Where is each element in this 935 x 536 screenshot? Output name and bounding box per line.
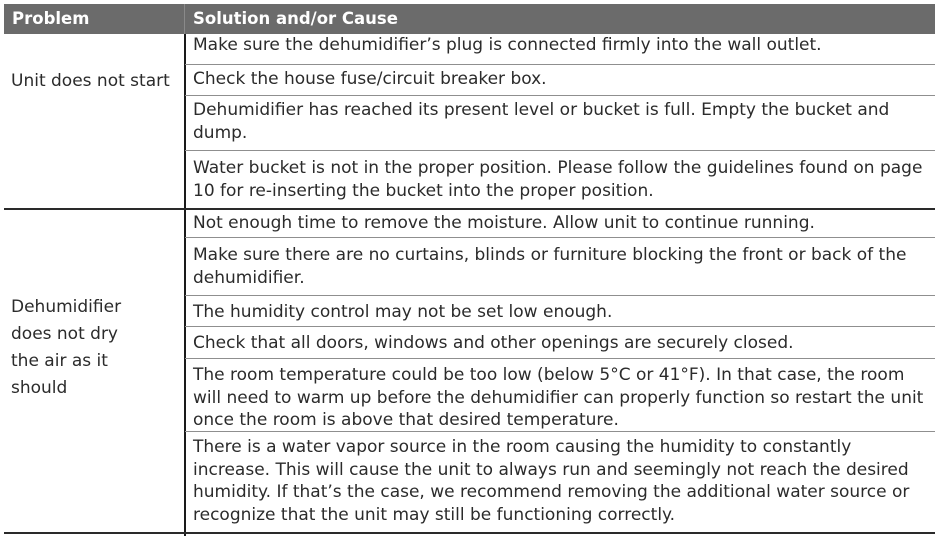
solution-text: Check that all doors, windows and other openings are securely closed.: [193, 333, 794, 353]
header-divider: [184, 4, 185, 34]
header-solution: Solution and/or Cause: [193, 9, 398, 28]
row-divider: [185, 431, 935, 432]
column-divider: [184, 34, 186, 536]
group-divider: [4, 532, 935, 534]
problem-unit-does-not-start: Unit does not start: [11, 71, 170, 91]
row-divider: [185, 64, 935, 65]
solution-text: Make sure the dehumidifier’s plug is connected firmly into the wall outlet.: [193, 35, 822, 55]
solution-text: Make sure there are no curtains, blinds or furniture blocking the front or back of the dehumidifier.: [193, 245, 907, 288]
row-divider: [185, 150, 935, 151]
solution-text: The humidity control may not be set low enough.: [193, 302, 613, 322]
solution-text: Dehumidifier has reached its present level or bucket is full. Empty the bucket and dump.: [193, 100, 890, 143]
problem-does-not-dry: Dehumidifier does not dry the air as it should: [11, 297, 122, 398]
solution-text: Water bucket is not in the proper position. Please follow the guidelines found on page 10 for re-inserting the bucket into the proper position.: [193, 158, 923, 201]
row-divider: [185, 358, 935, 359]
table-header: [4, 4, 935, 34]
solution-text: Not enough time to remove the moisture. Allow unit to continue running.: [193, 213, 815, 233]
group-divider: [4, 208, 935, 210]
solution-text: There is a water vapor source in the room causing the humidity to constantly increase. This will cause the unit to always run and seemingly not reach the desired humidity. If that’s the case, we recommend removing the additional water source or recognize that the unit may still be functioning correctly.: [193, 437, 910, 525]
solution-text: The room temperature could be too low (below 5°C or 41°F). In that case, the room will need to warm up before the dehumidifier can properly function so restart the unit once the room is above that desired temperature.: [193, 365, 924, 430]
row-divider: [185, 295, 935, 296]
row-divider: [185, 326, 935, 327]
solution-text: Check the house fuse/circuit breaker box.: [193, 69, 547, 89]
row-divider: [185, 95, 935, 96]
row-divider: [185, 237, 935, 238]
header-problem: Problem: [12, 9, 90, 28]
